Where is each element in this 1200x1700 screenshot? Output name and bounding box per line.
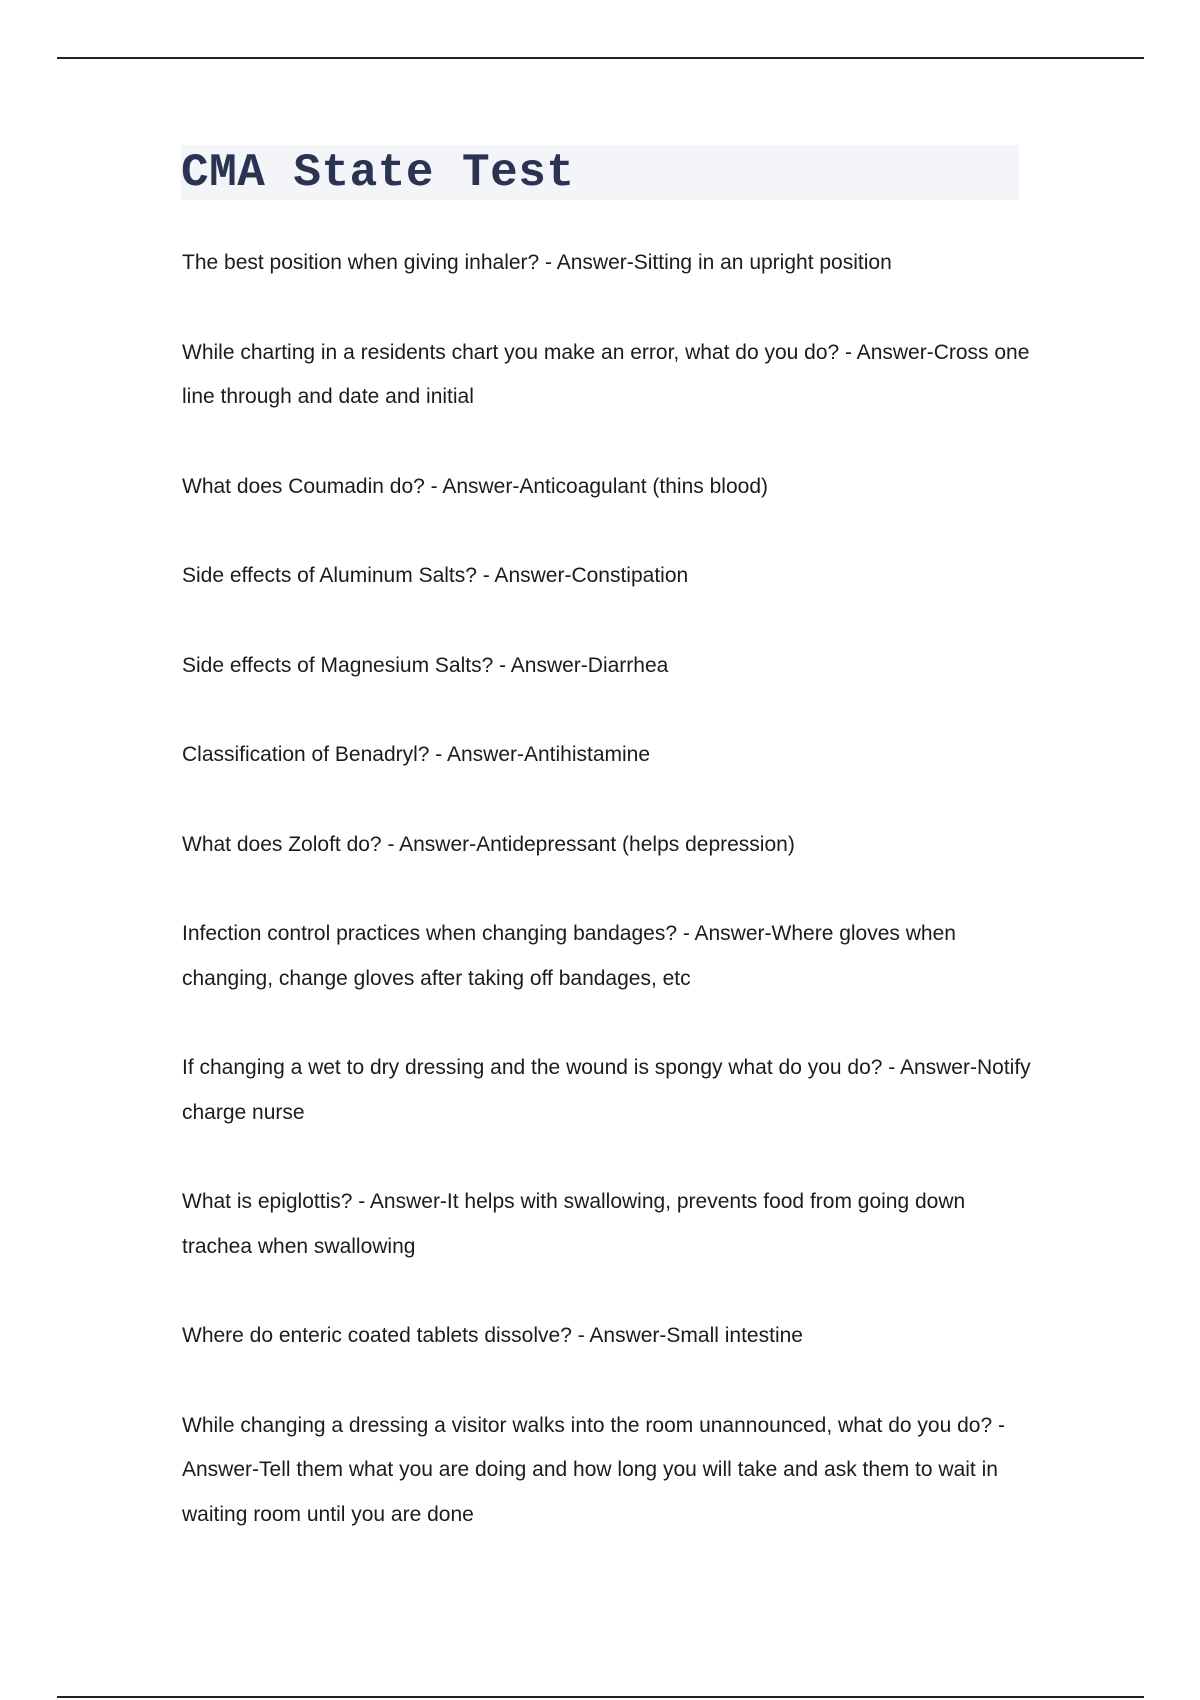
qa-item: While changing a dressing a visitor walks into the room unannounced, what do you do? - Answer-Tell them what you are doing and how long you will take and ask them to wait in waiting room until you are done (182, 1413, 1005, 1526)
qa-item: While charting in a residents chart you make an error, what do you do? - Answer-Cross one line through and date and initial (182, 340, 1030, 408)
qa-item: Infection control practices when changing bandages? - Answer-Where gloves when changing, change gloves after taking off bandages, etc (182, 922, 956, 990)
qa-item: What does Coumadin do? - Answer-Anticoagulant (thins blood) (182, 474, 768, 498)
qa-item: Side effects of Magnesium Salts? - Answer-Diarrhea (182, 653, 669, 677)
top-divider (57, 57, 1144, 59)
qa-item: Where do enteric coated tablets dissolve? - Answer-Small intestine (182, 1324, 803, 1347)
qa-item: What does Zoloft do? - Answer-Antidepressant (helps depression) (182, 832, 795, 856)
qa-item: Side effects of Aluminum Salts? - Answer-Constipation (182, 564, 689, 587)
qa-item: The best position when giving inhaler? - Answer-Sitting in an upright position (182, 251, 892, 274)
qa-item: What is epiglottis? - Answer-It helps with swallowing, prevents food from going down trachea when swallowing (182, 1190, 966, 1258)
qa-item: If changing a wet to dry dressing and the wound is spongy what do you do? - Answer-Notify charge nurse (182, 1056, 1031, 1124)
bottom-divider (57, 1696, 1144, 1698)
title-bar (181, 145, 1019, 200)
qa-item: Classification of Benadryl? - Answer-Antihistamine (182, 743, 651, 766)
page-title: CMA State Test (181, 147, 575, 199)
qa-list (182, 241, 1032, 1582)
